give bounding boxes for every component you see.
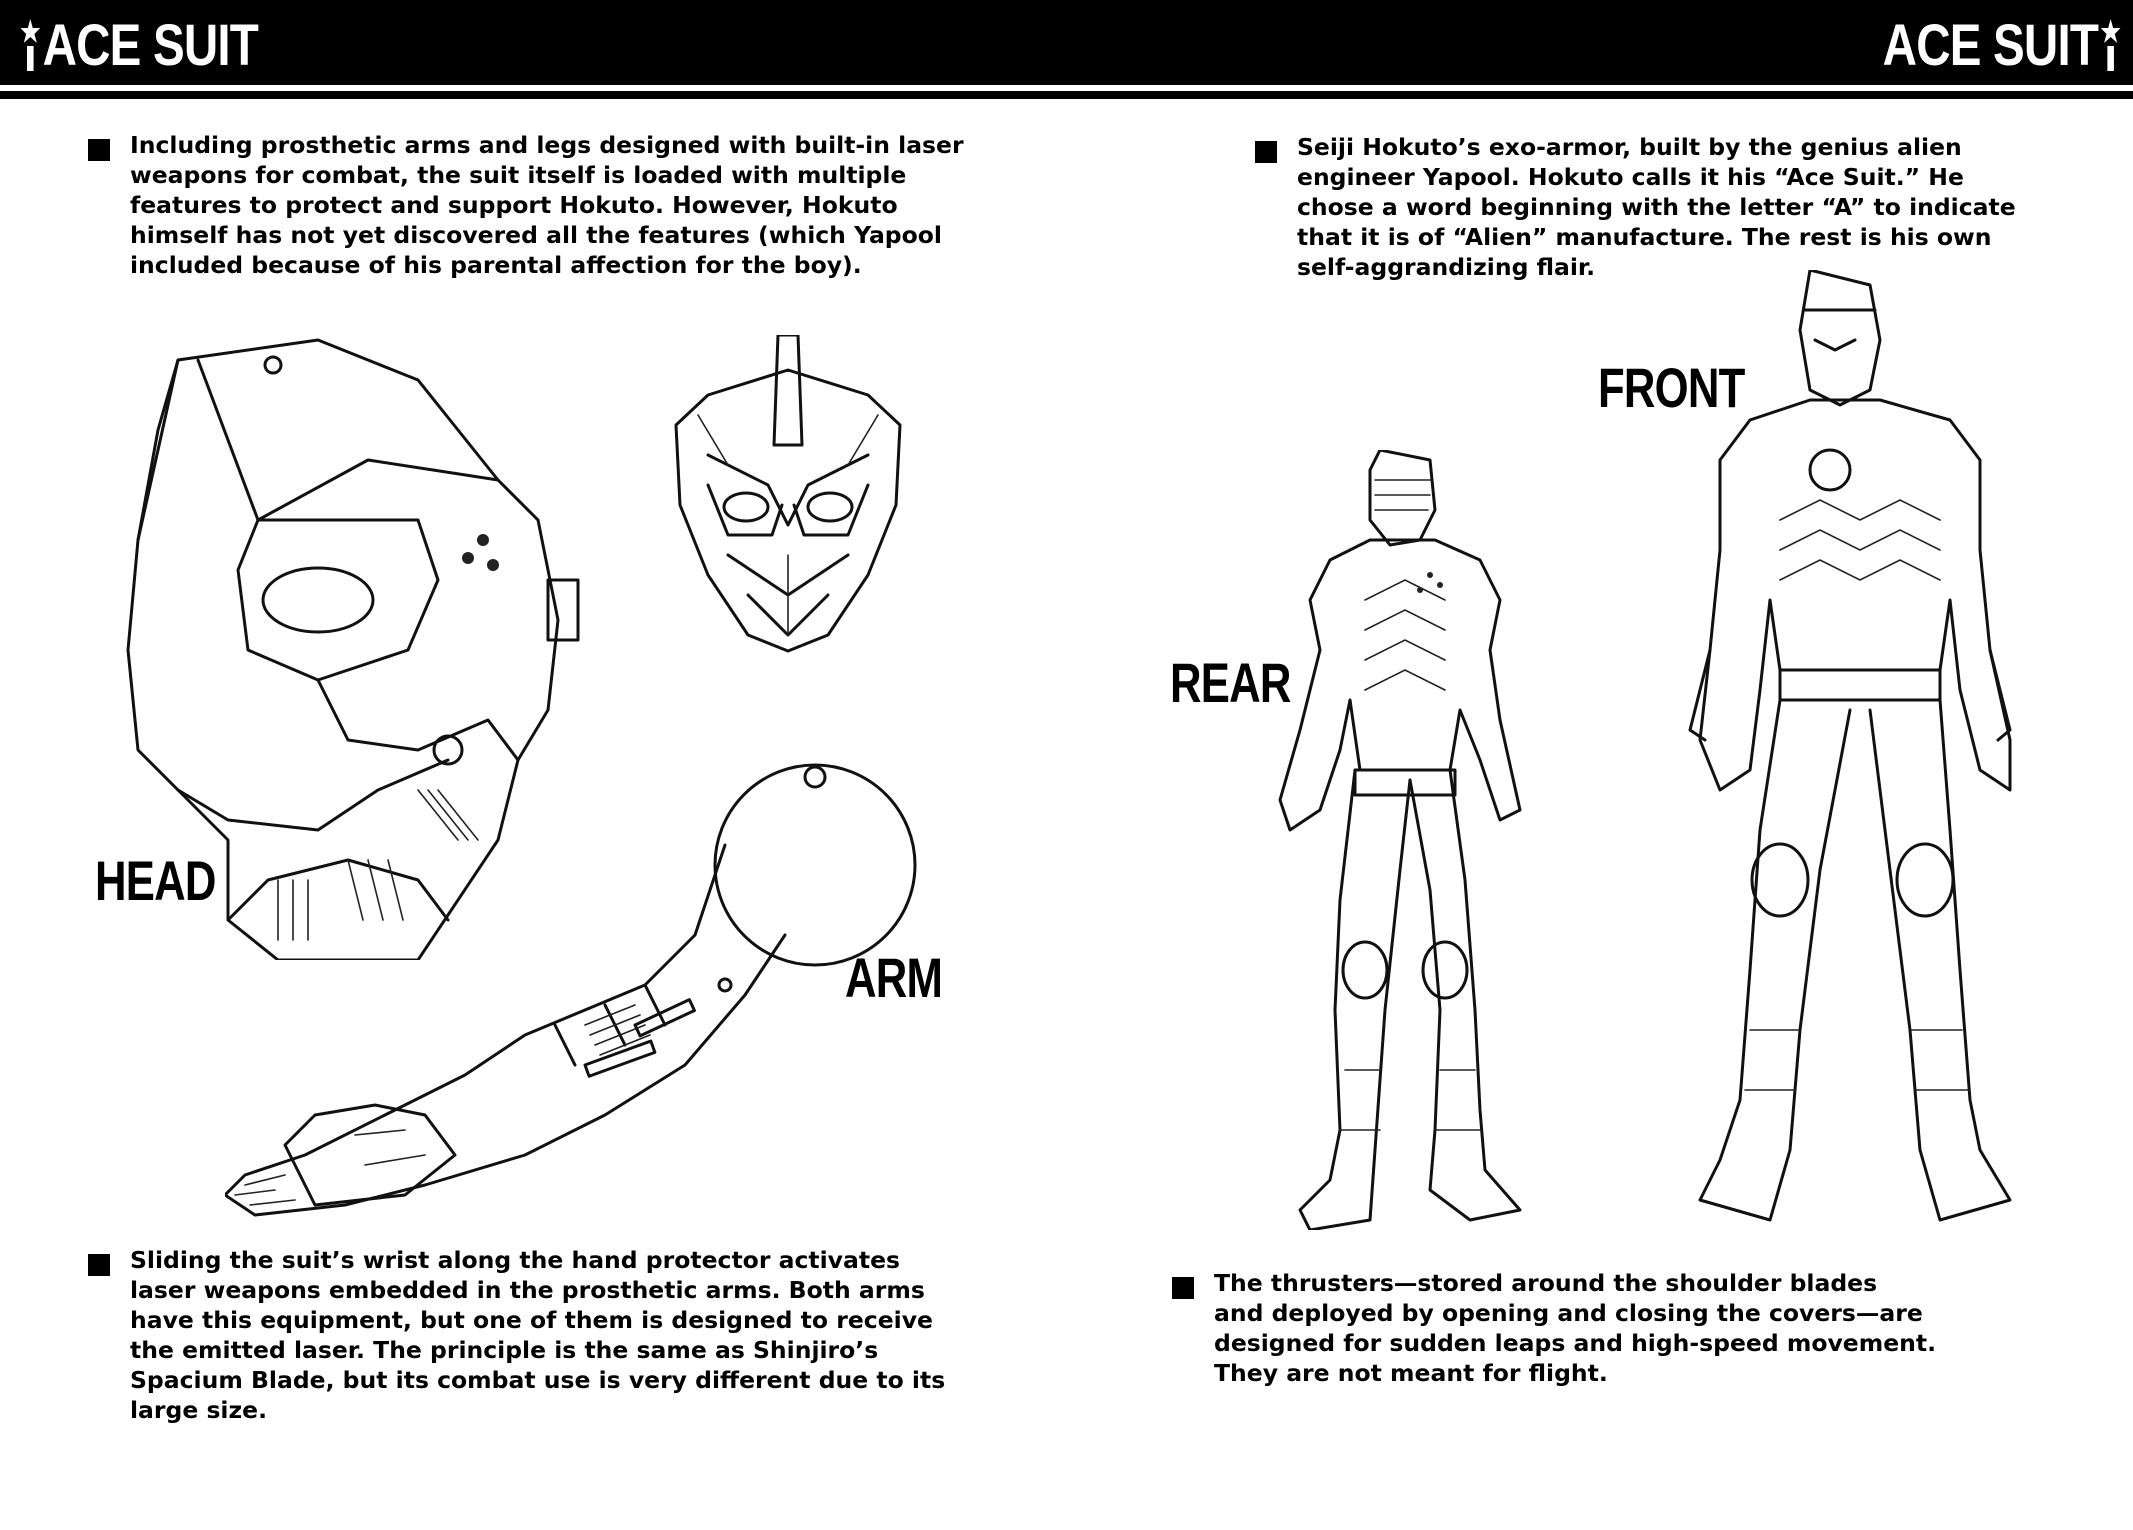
header-title-right-text: ACE SUIT <box>1882 12 2099 78</box>
left-wrist-note-text: Sliding the suit’s wrist along the hand protector activates laser weapons embedded in the prosthetic arms. Both arms have this equipment, but one of them is designed to receive the emitted laser. The principle is the same as Shinjiro’s Spacium Blade, but its combat use is very different due to its large size. <box>130 1246 946 1424</box>
square-bullet-icon <box>88 1254 110 1276</box>
left-intro-block <box>88 130 988 280</box>
square-bullet-icon <box>1172 1277 1194 1299</box>
arm-label: ARM <box>845 946 943 1009</box>
head-label: HEAD <box>95 849 216 912</box>
arm-illustration <box>225 735 925 1225</box>
star-figure-icon <box>18 19 43 71</box>
header-title-right <box>1883 12 2123 78</box>
helmet-front-illustration <box>668 335 908 655</box>
square-bullet-icon <box>1255 141 1277 163</box>
right-intro-text: Seiji Hokuto’s exo-armor, built by the genius alien engineer Yapool. Hokuto calls it his “Ace Suit.” He chose a word beginning with the letter “A” to indicate that it is of “Alien” manufacture. The rest is his own self-aggrandizing flair. <box>1297 133 2016 281</box>
suit-rear-figure-illustration <box>1270 450 1540 1230</box>
right-intro-block <box>1255 132 2115 282</box>
star-figure-icon <box>2098 19 2123 71</box>
header-bar <box>0 0 2133 85</box>
right-thruster-note-text: The thrusters—stored around the shoulder blades and deployed by opening and closing the covers—are designed for sudden leaps and high-speed movement. They are not meant for flight. <box>1214 1269 1937 1387</box>
header-rule <box>0 91 2133 99</box>
header-title-left <box>18 12 258 78</box>
header-title-left-text: ACE SUIT <box>42 12 259 78</box>
left-intro-text: Including prosthetic arms and legs designed with built-in laser weapons for combat, the suit itself is loaded with multiple features to protect and support Hokuto. However, Hokuto himself has not yet discovered all the features (which Yapool included because of his parental affection for the boy). <box>130 131 964 279</box>
right-thruster-note-block <box>1172 1268 2072 1388</box>
left-wrist-note-block <box>88 1245 988 1425</box>
front-label: FRONT <box>1598 356 1745 419</box>
square-bullet-icon <box>88 139 110 161</box>
rear-label: REAR <box>1170 651 1291 714</box>
